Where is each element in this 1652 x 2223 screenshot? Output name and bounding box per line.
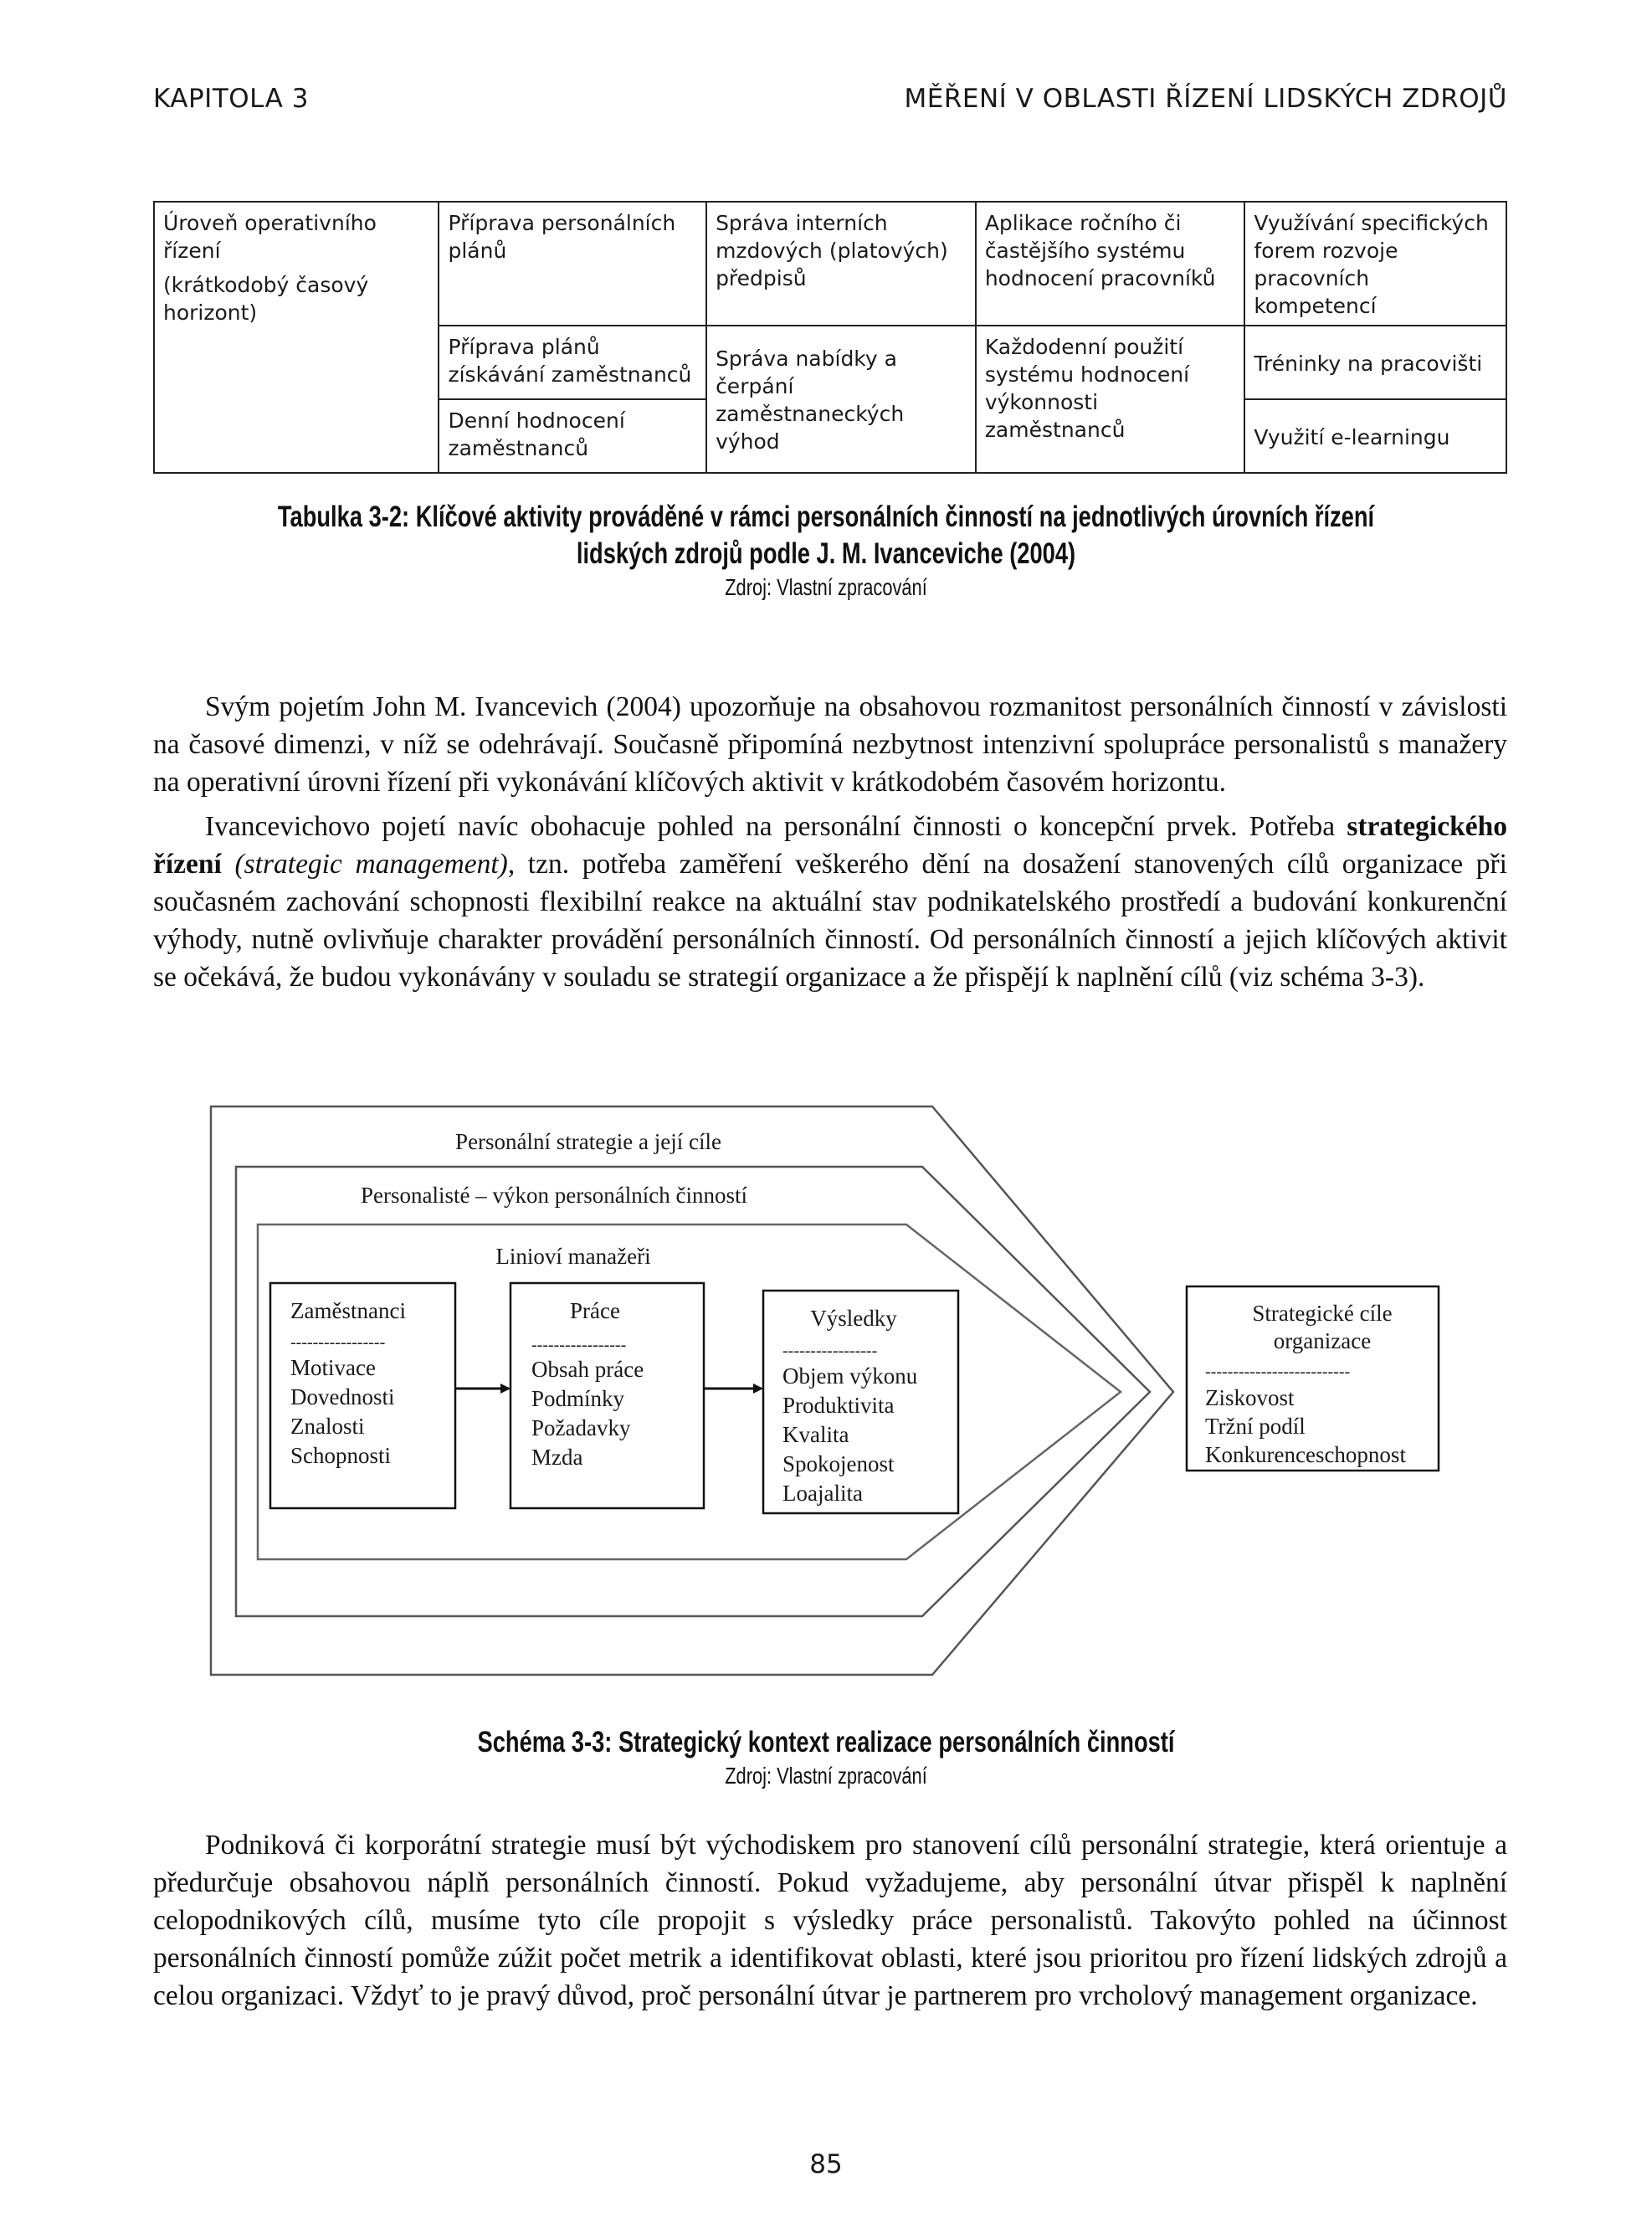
running-header-title: MĚŘENÍ V OBLASTI ŘÍZENÍ LIDSKÝCH ZDROJŮ xyxy=(904,84,1507,114)
table-caption-line2: lidských zdrojů podle J. M. Ivanceviche (2004) xyxy=(576,537,1076,570)
paragraph: Podniková či korporátní strategie musí být východiskem pro stanovení cílů personální strategie, která orientuje a předurčuje obsahovou náplň personálních činností. Pokud vyžadujeme, aby personální útvar přispěl k naplnění celopodnikových cílů, musíme tyto cíle propojit s výsledky práce personalistů. Takovýto pohled na účinnost personálních činností pomůže zúžit počet metrik a identifikovat oblasti, které jsou prioritou pro řízení lidských zdrojů a celou organizaci. Vždyť to je pravý důvod, proč personální útvar je partnerem pro vrcholový management organizace. xyxy=(153,1830,1507,2011)
box-item: Tržní podíl xyxy=(1205,1414,1306,1439)
box-item: Produktivita xyxy=(782,1393,895,1418)
box-item: Požadavky xyxy=(531,1415,631,1440)
box-item: Mzda xyxy=(531,1445,583,1470)
box-item: Loajalita xyxy=(782,1481,863,1506)
diagram-caption xyxy=(0,1724,1652,1791)
separator: ----------------- xyxy=(290,1333,386,1352)
box-item: Objem výkonu xyxy=(782,1363,918,1389)
box-goals-title-line1: Strategické cíle xyxy=(1252,1301,1393,1326)
separator: ----------------- xyxy=(782,1342,878,1360)
box-item: Ziskovost xyxy=(1205,1385,1295,1410)
layer-middle-label: Personalisté – výkon personálních činností xyxy=(361,1183,747,1208)
box-item: Obsah práce xyxy=(531,1357,644,1382)
table-cell: Správa nabídky a čerpání zaměstnaneckých výhod xyxy=(706,326,976,473)
level-label: Úroveň operativního řízení xyxy=(163,211,377,263)
table-cell: Využití e-learningu xyxy=(1244,399,1506,473)
box-item: Schopnosti xyxy=(290,1443,392,1468)
box-item: Spokojenost xyxy=(782,1451,895,1476)
italic-term: (strategic management) xyxy=(234,849,508,880)
box-item: Motivace xyxy=(290,1355,376,1380)
table-cell: Tréninky na pracovišti xyxy=(1244,326,1506,399)
box-goals-title-line2: organizace xyxy=(1273,1328,1372,1353)
separator: ----------------- xyxy=(531,1336,627,1354)
box-item: Znalosti xyxy=(290,1414,365,1439)
box-item: Podmínky xyxy=(531,1386,625,1411)
table-caption-line1: Tabulka 3-2: Klíčové aktivity prováděné v rámci personálních činností na jednotlivých úrovních řízení xyxy=(277,501,1375,533)
table-cell: Správa interních mzdových (platových) předpisů xyxy=(706,202,976,326)
diagram-caption-source: Zdroj: Vlastní zpracování xyxy=(725,1763,927,1789)
table-caption-source: Zdroj: Vlastní zpracování xyxy=(725,574,927,600)
box-item: Kvalita xyxy=(782,1422,849,1447)
table-cell: Denní hodnocení zaměstnanců xyxy=(439,399,706,473)
paragraph: Ivancevichovo pojetí navíc obohacuje pohled na personální činnosti o koncepční prvek. Potřeba strategického řízení (strategic management), tzn. potřeba zaměření veškerého dění na dosažení stanovených cílů organizace při současném zachování schopnosti flexibilní reakce na aktuální stav podnikatelského prostředí a budování konkurenční výhody, nutně ovlivňuje charakter provádění personálních činností. Od personálních činností a jejich klíčových aktivit se očekává, že budou vykonávány v souladu se strategií organizace a že přispějí k naplnění cílů (viz schéma 3-3). xyxy=(153,811,1507,993)
running-header-chapter: KAPITOLA 3 xyxy=(153,84,309,114)
separator: -------------------------- xyxy=(1205,1363,1351,1381)
body-text-bottom xyxy=(153,1826,1507,2015)
page-number: 85 xyxy=(809,2149,843,2179)
box-item: Dovednosti xyxy=(290,1384,395,1409)
layer-outer-label: Personální strategie a její cíle xyxy=(455,1129,721,1154)
bold-term: strategického řízení xyxy=(153,811,1507,880)
table-cell: Příprava personálních plánů xyxy=(439,202,706,326)
box-item: Konkurenceschopnost xyxy=(1205,1442,1406,1467)
paragraph: Svým pojetím John M. Ivancevich (2004) upozorňuje na obsahovou rozmanitost personálních činností v závislosti na časové dimenzi, v níž se odehrávají. Současně připomíná nezbytnost intenzivní spolupráce personalistů s manažery na operativní úrovni řízení při vykonávání klíčových aktivit v krátkodobém časovém horizontu. xyxy=(153,691,1507,798)
table-cell: Aplikace ročního či častějšího systému hodnocení pracovníků xyxy=(976,202,1245,326)
table-cell: Příprava plánů získávání zaměstnanců xyxy=(439,326,706,399)
level-sub: (krátkodobý časový horizont) xyxy=(163,273,369,325)
table-cell: Každodenní použití systému hodnocení výkonnosti zaměstnanců xyxy=(976,326,1245,473)
layer-inner-label: Linioví manažeři xyxy=(495,1244,651,1269)
table-cell: Využívání specifických forem rozvoje pracovních kompetencí xyxy=(1244,202,1506,326)
box-work-title: Práce xyxy=(570,1298,620,1323)
box-results-title: Výsledky xyxy=(810,1306,897,1331)
diagram-caption-title: Schéma 3-3: Strategický kontext realizace personálních činností xyxy=(477,1726,1175,1758)
box-employees-title: Zaměstnanci xyxy=(290,1298,406,1323)
